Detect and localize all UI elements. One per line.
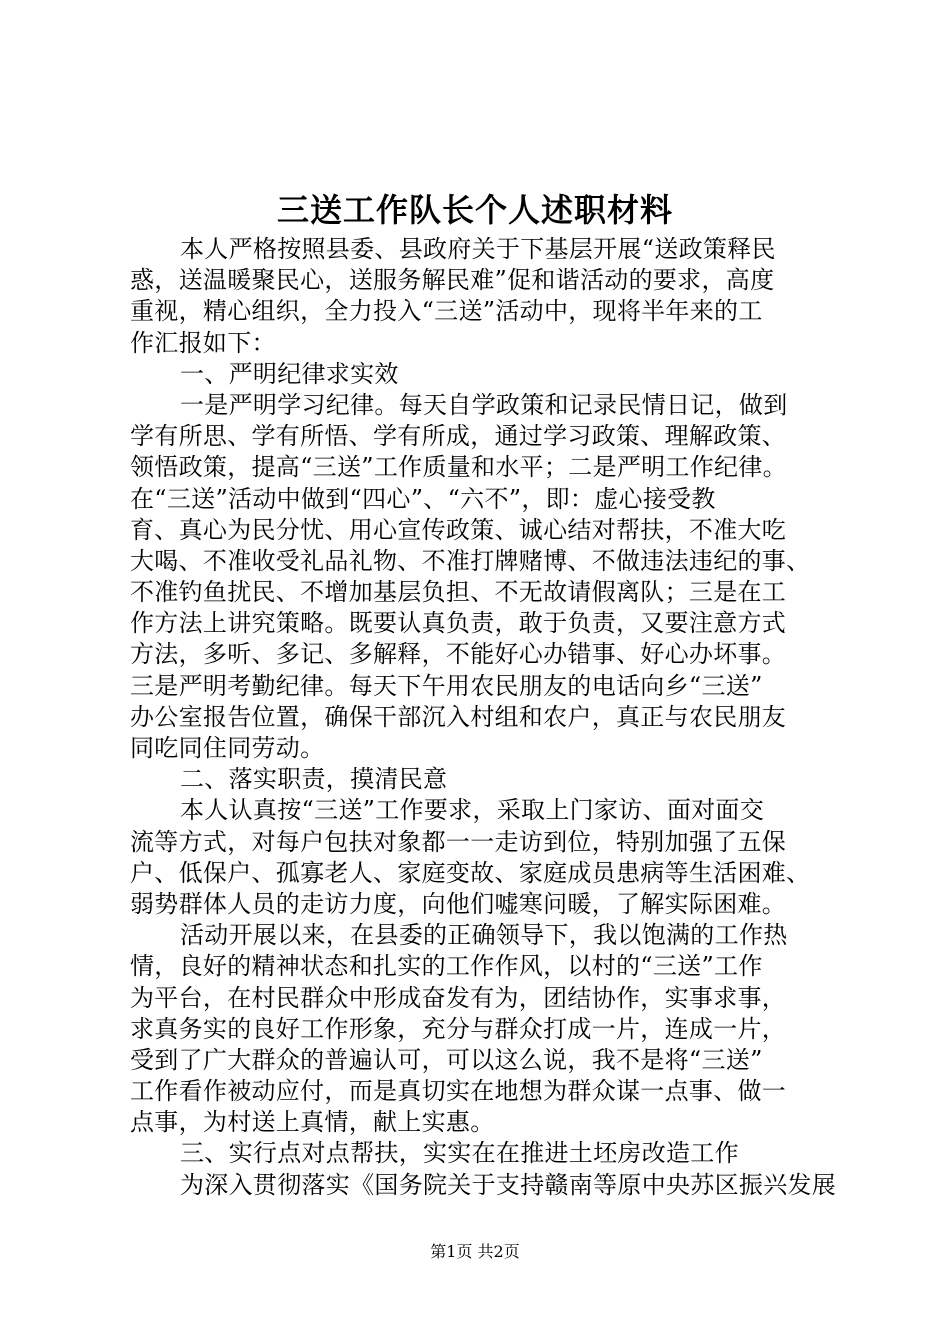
body-line: 情，良好的精神状态和扎实的工作作风，以村的“三送”工作 bbox=[130, 952, 763, 981]
body-line: 在“三送”活动中做到“四心”、“六不”，即：虚心接受教 bbox=[130, 484, 716, 513]
body-line: 弱势群体人员的走访力度，向他们嘘寒问暖，了解实际困难。 bbox=[130, 889, 787, 918]
body-line: 一、严明纪律求实效 bbox=[180, 359, 399, 388]
body-line: 惑，送温暖聚民心，送服务解民难”促和谐活动的要求，高度 bbox=[130, 266, 775, 295]
body-line: 二、落实职责，摸清民意 bbox=[180, 765, 448, 794]
body-line: 育、真心为民分忧、用心宣传政策、诚心结对帮扶，不准大吃 bbox=[130, 515, 787, 544]
body-line: 本人严格按照县委、县政府关于下基层开展“送政策释民 bbox=[180, 235, 776, 263]
body-line: 受到了广大群众的普遍认可，可以这么说，我不是将“三送” bbox=[130, 1045, 763, 1074]
body-line: 不准钓鱼扰民、不增加基层负担、不无故请假离队；三是在工 bbox=[130, 578, 787, 607]
body-line: 方法，多听、多记、多解释，不能好心办错事、好心办坏事。 bbox=[130, 640, 787, 669]
body-line: 求真务实的良好工作形象，充分与群众打成一片，连成一片， bbox=[130, 1014, 787, 1043]
body-line: 点事，为村送上真情，献上实惠。 bbox=[130, 1108, 495, 1137]
body-line: 同吃同住同劳动。 bbox=[130, 734, 325, 762]
body-line: 工作看作被动应付，而是真切实在地想为群众谋一点事、做一 bbox=[130, 1077, 787, 1106]
body-line: 三、实行点对点帮扶，实实在在推进土坯房改造工作 bbox=[180, 1139, 739, 1168]
body-line: 一是严明学习纪律。每天自学政策和记录民情日记，做到 bbox=[180, 390, 788, 419]
body-line: 为平台，在村民群众中形成奋发有为，团结协作，实事求事， bbox=[130, 983, 787, 1012]
body-line: 三是严明考勤纪律。每天下午用农民朋友的电话向乡“三送” bbox=[130, 671, 763, 700]
document-title: 三送工作队长个人述职材料 bbox=[276, 191, 673, 229]
body-line: 学有所思、学有所悟、学有所成，通过学习政策、理解政策、 bbox=[130, 422, 787, 451]
body-line: 本人认真按“三送”工作要求，采取上门家访、面对面交 bbox=[180, 796, 765, 825]
body-line: 为深入贯彻落实《国务院关于支持赣南等原中央苏区振兴发展 bbox=[180, 1170, 837, 1199]
document-body bbox=[130, 234, 837, 1201]
body-line: 领悟政策，提高“三送”工作质量和水平；二是严明工作纪律。 bbox=[130, 453, 787, 482]
body-line: 办公室报告位置，确保干部沉入村组和农户，真正与农民朋友 bbox=[130, 702, 787, 731]
body-line: 大喝、不准收受礼品礼物、不准打牌赌博、不做违法违纪的事、 bbox=[130, 546, 811, 575]
page-footer: 第1页 共2页 bbox=[430, 1242, 520, 1261]
body-line: 活动开展以来，在县委的正确领导下，我以饱满的工作热 bbox=[180, 921, 788, 950]
body-line: 流等方式，对每户包扶对象都一一走访到位，特别加强了五保 bbox=[130, 827, 787, 856]
body-line: 作方法上讲究策略。既要认真负责，敢于负责，又要注意方式 bbox=[130, 609, 787, 638]
body-line: 作汇报如下： bbox=[130, 328, 276, 357]
body-line: 户、低保户、孤寡老人、家庭变故、家庭成员患病等生活困难、 bbox=[130, 858, 811, 887]
body-line: 重视，精心组织，全力投入“三送”活动中，现将半年来的工 bbox=[130, 297, 763, 326]
